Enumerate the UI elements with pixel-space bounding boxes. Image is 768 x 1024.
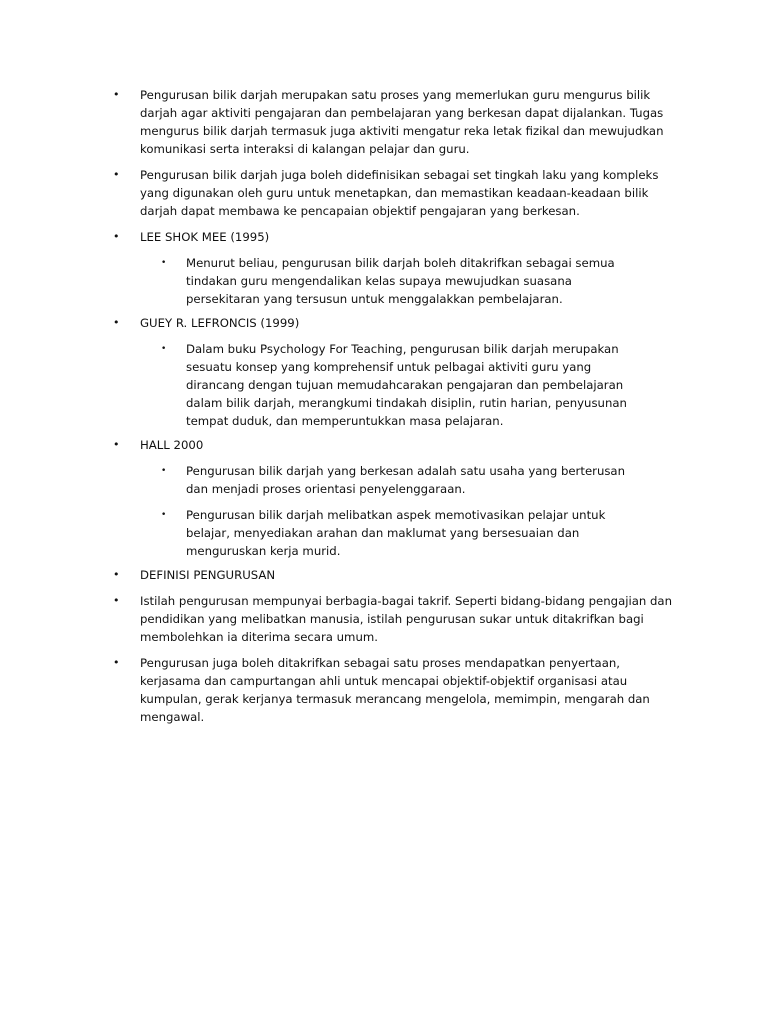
bullet-icon: • xyxy=(113,594,120,607)
bullet-icon: • xyxy=(113,88,120,101)
paragraph-text: Pengurusan bilik darjah melibatkan aspek memotivasikan pelajar untuk belajar, menyediakan arahan dan maklumat yang bersesuaian dan menguruskan kerja murid. xyxy=(186,508,606,558)
sub-bullet-list xyxy=(140,462,680,560)
paragraph-text: Pengurusan bilik darjah juga boleh didefinisikan sebagai set tingkah laku yang kompleks yang digunakan oleh guru untuk menetapkan, dan memastikan keadaan-keadaan bilik darjah dapat membawa ke pencapaian objektif pengajaran yang berkesan. xyxy=(140,168,659,218)
bullet-icon: • xyxy=(113,438,120,451)
list-item-heading xyxy=(0,314,680,430)
sub-list-item xyxy=(0,340,644,430)
sub-bullet-icon: • xyxy=(161,510,167,520)
sub-list-item xyxy=(0,506,644,560)
sub-bullet-icon: • xyxy=(161,344,167,354)
paragraph-text: Menurut beliau, pengurusan bilik darjah boleh ditakrifkan sebagai semua tindakan guru mengendalikan kelas supaya mewujudkan suasana persekitaran yang tersusun untuk menggalakkan pembelajaran. xyxy=(186,256,615,306)
bullet-icon: • xyxy=(113,656,120,669)
list-item-heading xyxy=(0,566,680,584)
sub-list-item xyxy=(0,462,644,498)
paragraph-text: Istilah pengurusan mempunyai berbagia-bagai takrif. Seperti bidang-bidang pengajian dan pendidikan yang melibatkan manusia, istilah pengurusan sukar untuk ditakrifkan bagi membolehkan ia diterima secara umum. xyxy=(140,594,672,644)
list-item xyxy=(0,166,680,220)
section-heading: HALL 2000 xyxy=(140,438,204,452)
sub-list-item xyxy=(0,254,644,308)
sub-bullet-list xyxy=(140,340,680,430)
sub-bullet-list xyxy=(140,254,680,308)
sub-bullet-icon: • xyxy=(161,466,167,476)
list-item-heading xyxy=(0,436,680,560)
list-item xyxy=(0,654,680,726)
bullet-list xyxy=(0,86,768,734)
bullet-icon: • xyxy=(113,316,120,329)
list-item xyxy=(0,592,680,646)
section-heading: GUEY R. LEFRONCIS (1999) xyxy=(140,316,300,330)
list-item xyxy=(0,86,680,158)
sub-bullet-icon: • xyxy=(161,258,167,268)
section-heading: LEE SHOK MEE (1995) xyxy=(140,230,270,244)
paragraph-text: Dalam buku Psychology For Teaching, pengurusan bilik darjah merupakan sesuatu konsep yang komprehensif untuk pelbagai aktiviti guru yang dirancang dengan tujuan memudahcarakan pengajaran dan pembelajaran dalam bilik darjah, merangkumi tindakah disiplin, rutin harian, penyusunan tempat duduk, dan memperuntukkan masa pelajaran. xyxy=(186,342,627,428)
section-heading: DEFINISI PENGURUSAN xyxy=(140,568,276,582)
paragraph-text: Pengurusan bilik darjah yang berkesan adalah satu usaha yang berterusan dan menjadi proses orientasi penyelenggaraan. xyxy=(186,464,626,496)
bullet-icon: • xyxy=(113,568,120,581)
paragraph-text: Pengurusan bilik darjah merupakan satu proses yang memerlukan guru mengurus bilik darjah agar aktiviti pengajaran dan pembelajaran yang berkesan dapat dijalankan. Tugas mengurus bilik darjah termasuk juga aktiviti mengatur reka letak fizikal dan mewujudkan komunikasi serta interaksi di kalangan pelajar dan guru. xyxy=(140,88,664,156)
bullet-icon: • xyxy=(113,168,120,181)
list-item-heading xyxy=(0,228,680,308)
paragraph-text: Pengurusan juga boleh ditakrifkan sebagai satu proses mendapatkan penyertaan, kerjasama dan campurtangan ahli untuk mencapai objektif-objektif organisasi atau kumpulan, gerak kerjanya termasuk merancang mengelola, memimpin, mengarah dan mengawal. xyxy=(140,656,650,724)
bullet-icon: • xyxy=(113,230,120,243)
